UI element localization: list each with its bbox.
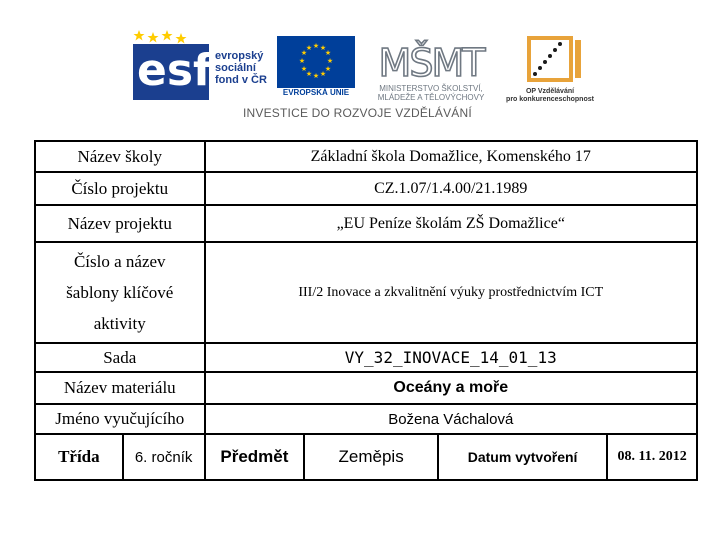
template-label: Číslo a název šablony klíčové aktivity: [35, 242, 205, 343]
op-line-2: pro konkurenceschopnost: [506, 96, 594, 103]
eu-stars-icon: [277, 36, 355, 88]
svg-text:★: ★: [305, 70, 313, 78]
table-row: [35, 242, 697, 343]
created-label: Datum vytvoření: [438, 434, 607, 480]
esf-wordmark: esf: [137, 45, 213, 96]
project-name-label: Název projektu: [35, 205, 205, 242]
investice-slogan: INVESTICE DO ROZVOJE VZDĚLÁVÁNÍ: [243, 106, 472, 120]
esf-line-2: sociální: [215, 62, 256, 74]
table-row: [35, 434, 697, 480]
msmt-caption: [361, 84, 501, 102]
header-logo-strip: [133, 28, 593, 124]
table-row: [35, 205, 697, 242]
svg-text:★: ★: [326, 57, 334, 65]
table-row: [35, 141, 697, 172]
svg-text:★: ★: [312, 42, 320, 50]
set-value: VY_32_INOVACE_14_01_13: [205, 343, 698, 372]
table-row: [35, 404, 697, 434]
template-value: III/2 Inovace a zkvalitnění výuky prostřednictvím ICT: [205, 242, 698, 343]
svg-text:★: ★: [324, 49, 332, 57]
esf-logo: [133, 28, 271, 100]
school-label: Název školy: [35, 141, 205, 172]
class-label: Třída: [35, 434, 123, 480]
esf-line-3: fond v ČR: [215, 74, 267, 86]
svg-text:★: ★: [298, 57, 306, 65]
project-number-value: CZ.1.07/1.4.00/21.1989: [205, 172, 698, 205]
material-value: Oceány a moře: [205, 372, 698, 404]
school-value: Základní škola Domažlice, Komenského 17: [205, 141, 698, 172]
op-line-1: OP Vzdělávání: [525, 88, 575, 95]
svg-text:★: ★: [300, 65, 308, 73]
svg-text:★: ★: [319, 44, 327, 52]
subject-value: Zeměpis: [304, 434, 438, 480]
table-row: [35, 343, 697, 372]
esf-letters: [133, 44, 213, 100]
set-label: Sada: [35, 343, 205, 372]
project-name-value: „EU Peníze školám ZŠ Domažlice“: [205, 205, 698, 242]
svg-text:★: ★: [324, 65, 332, 73]
msmt-logo: [361, 32, 501, 112]
material-label: Název materiálu: [35, 372, 205, 404]
msmt-line-2: MLÁDEŽE A TĚLOVÝCHOVY: [377, 93, 485, 102]
class-value: 6. ročník: [123, 434, 205, 480]
msmt-letters-icon: [361, 32, 501, 82]
op-vk-icon: [505, 34, 595, 86]
eu-flag-logo: [277, 36, 355, 88]
project-info-table: [34, 140, 698, 481]
teacher-label: Jméno vyučujícího: [35, 404, 205, 434]
op-vk-logo: [505, 34, 595, 114]
project-number-label: Číslo projektu: [35, 172, 205, 205]
table-row: [35, 172, 697, 205]
subject-label: Předmět: [205, 434, 305, 480]
op-vk-caption: [505, 88, 595, 104]
svg-text:MŠMT: MŠMT: [378, 41, 484, 82]
created-value: 08. 11. 2012: [607, 434, 697, 480]
svg-text:★: ★: [300, 49, 308, 57]
table-row: [35, 372, 697, 404]
eu-caption: EVROPSKÁ UNIE: [282, 88, 350, 97]
teacher-value: Božena Váchalová: [205, 404, 698, 434]
esf-caption: [215, 50, 267, 86]
svg-text:★: ★: [319, 70, 327, 78]
msmt-line-1: MINISTERSTVO ŠKOLSTVÍ,: [379, 84, 483, 93]
esf-line-1: evropský: [215, 50, 264, 62]
svg-text:★: ★: [312, 72, 320, 80]
svg-text:★: ★: [305, 44, 313, 52]
